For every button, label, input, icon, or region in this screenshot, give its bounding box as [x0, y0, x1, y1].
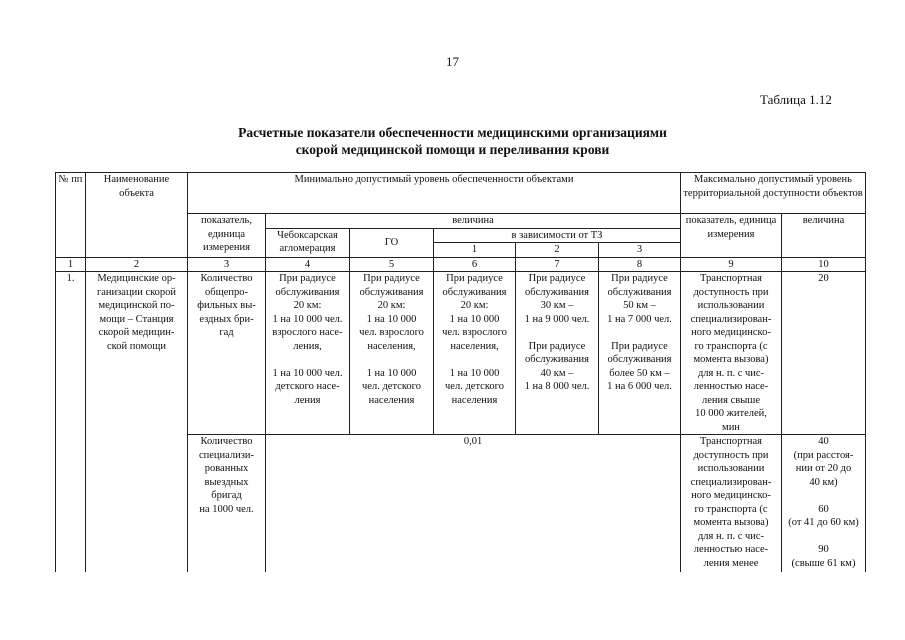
col-number: 4: [266, 257, 350, 272]
col-number: 6: [434, 257, 516, 272]
indicator-cell: Количество общепро- фильных вы- ездных бри- гад: [188, 272, 266, 435]
header-max-access: Максимально допустимый уровень территориальной доступности объектов: [681, 173, 866, 214]
object-name: Медицинские ор- ганизации скорой медицинской по- мощи – Станция скорой медицин- ской помощи: [86, 272, 188, 572]
header-go: ГО: [350, 228, 434, 257]
header-value: величина: [266, 214, 681, 229]
header-indicator-unit-2: показатель, единица измерения: [681, 214, 782, 258]
provision-table: [55, 172, 866, 572]
header-tz3: 3: [599, 243, 681, 258]
col-number: 1: [56, 257, 86, 272]
indicator-cell: Количество специализи- рованных выездных бригад на 1000 чел.: [188, 435, 266, 572]
tz2-cell: При радиусе обслуживания 30 км – 1 на 9 000 чел. При радиусе обслуживания 40 км – 1 на 8 000 чел.: [516, 272, 599, 435]
header-cheb-aggl: Чебоксарская агломерация: [266, 228, 350, 257]
cheb-aggl-cell: При радиусе обслуживания 20 км: 1 на 10 000 чел. взрослого насе- ления, 1 на 10 000 чел. детского насе- ления: [266, 272, 350, 435]
document-title: [0, 124, 905, 158]
col-number: 2: [86, 257, 188, 272]
tz1-cell: При радиусе обслуживания 20 км: 1 на 10 000 чел. взрослого населения, 1 на 10 000 чел. детского населения: [434, 272, 516, 435]
header-min-level: Минимально допустимый уровень обеспеченности объектами: [188, 173, 681, 214]
header-name: Наименование объекта: [86, 173, 188, 258]
access-value-cell: 40 (при расстоя- нии от 20 до 40 км) 60 (от 41 до 60 км) 90 (свыше 61 км): [782, 435, 866, 572]
row-num: 1.: [56, 272, 86, 572]
header-tz1: 1: [434, 243, 516, 258]
access-value-cell: 20: [782, 272, 866, 435]
col-number: 7: [516, 257, 599, 272]
header-indicator-unit: показатель, единица измерения: [188, 214, 266, 258]
header-depending-tz: в зависимости от ТЗ: [434, 228, 681, 243]
tz3-cell: При радиусе обслуживания 50 км – 1 на 7 000 чел. При радиусе обслуживания более 50 км – 1 на 6 000 чел.: [599, 272, 681, 435]
access-cell: Транспортная доступность при использовании специализирован- ного медицинско- го транспорта (с момента вызова) для н. п. с чис- ленностью насе- ления менее: [681, 435, 782, 572]
col-number: 5: [350, 257, 434, 272]
col-number: 3: [188, 257, 266, 272]
title-line-1: Расчетные показатели обеспеченности медицинскими организациями: [238, 125, 667, 140]
go-cell: При радиусе обслуживания 20 км: 1 на 10 000 чел. взрослого населения, 1 на 10 000 чел. детского населения: [350, 272, 434, 435]
col-number: 10: [782, 257, 866, 272]
col-number: 9: [681, 257, 782, 272]
table-label: Таблица 1.12: [760, 92, 832, 107]
header-num: № пп: [56, 173, 86, 258]
access-cell: Транспортная доступность при использовании специализирован- ного медицинско- го транспорта (с момента вызова) для н. п. с чис- ленностью насе- ления свыше 10 000 жителей, мин: [681, 272, 782, 435]
col-number: 8: [599, 257, 681, 272]
page-number: 17: [446, 54, 459, 69]
table-row: [56, 272, 866, 435]
header-value-2: величина: [782, 214, 866, 258]
column-numbers-row: [56, 257, 866, 272]
specialized-value-cell: 0,01: [266, 435, 681, 572]
header-tz2: 2: [516, 243, 599, 258]
title-line-2: скорой медицинской помощи и переливания крови: [295, 142, 610, 157]
